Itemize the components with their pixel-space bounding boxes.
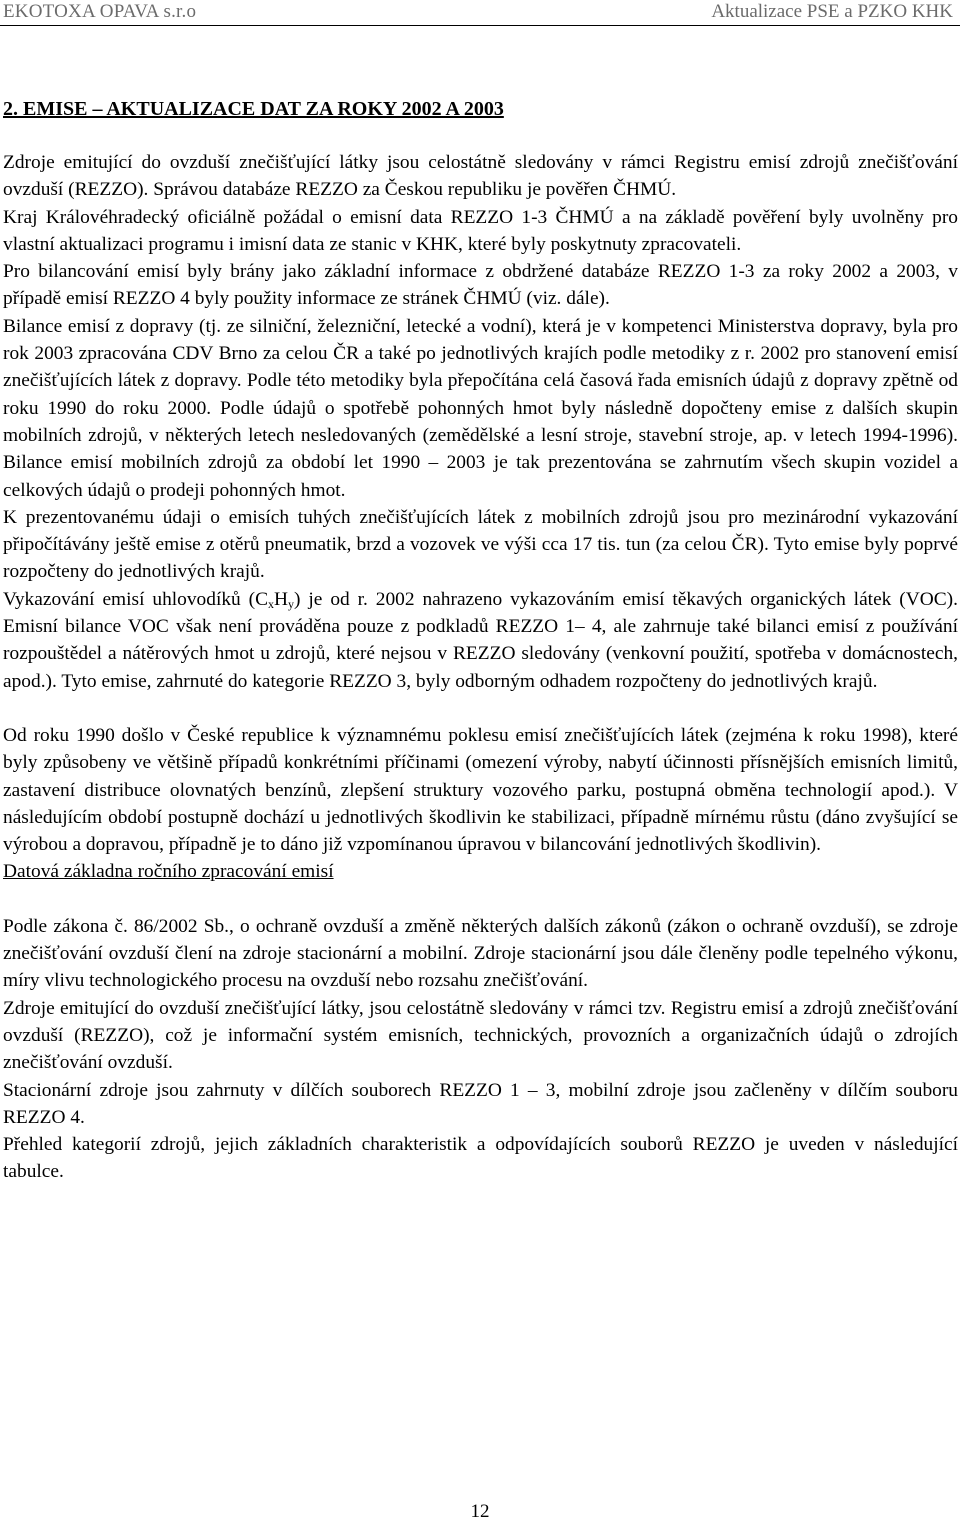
paragraph-rezzo-registry: Zdroje emitující do ovzduší znečišťující látky, jsou celostátně sledovány v rámci tzv. Registru emisí a zdrojů znečišťování ovzduší (REZZO), což je informační systém emisních, technických, provozních a organizačních údajů o zdrojích znečišťování ovzduší.: [3, 997, 958, 1074]
paragraph-transport-emissions: Bilance emisí z dopravy (tj. ze silniční, železniční, letecké a vodní), která je v kompetenci Ministerstva dopravy, byla pro rok 2003 zpracována CDV Brno za celou ČR a také po jednotlivých krajích podle metodiky z r. 2002 pro stanovení emisí znečišťujících látek z dopravy. Podle této metodiky byla přepočítána celá časová řada emisních údajů z dopravy zpětně od roku 1990 do roku 2000. Podle údajů o spotřebě pohonných hmot byly následně dopočteny emise z dalších skupin mobilních zdrojů, v některých letech nesledovaných (zemědělské a lesní stroje, stavební stroje, ap. v letech 1994-1996). Bilance emisí mobilních zdrojů za období let 1990 – 2003 je tak prezentována se zahrnutím všech skupin vozidel a celkových údajů o prodeji pohonných hmot.: [3, 315, 958, 501]
paragraph-table-overview: Přehled kategorií zdrojů, jejich základních charakteristik a odpovídajících souborů REZZO je uveden v následující tabulce.: [3, 1134, 958, 1183]
page-header: [0, 0, 960, 26]
paragraph-voc: [3, 586, 958, 695]
company-name: EKOTOXA OPAVA s.r.o: [3, 1, 197, 22]
paragraph-emission-decline: Od roku 1990 došlo v České republice k významnému poklesu emisí znečišťujících látek (zejména k roku 1998), které byly způsobeny ve většině případů konkrétními příčinami (omezení výroby, nabytí účinnosti přísnějších emisních limitů, zastavení distribuce olovnatých benzínů, zlepšení struktury vozového parku, postupná obměna technologií apod.). V následujícím období postupně dochází u jednotlivých škodlivin ke stabilizaci, případně mírnému růstu (dáno zvyšující se výrobou a dopravou, případně je to dáno již vzpomínanou úpravou v bilancování jednotlivých škodlivin).: [3, 724, 958, 856]
document-title: Aktualizace PSE a PZKO KHK: [711, 1, 953, 22]
subheading-data-basis: Datová základna ročního zpracování emisí: [3, 861, 334, 883]
page-number: 12: [470, 1501, 490, 1522]
subscript-y: y: [288, 596, 295, 611]
voc-text-h: H: [274, 588, 289, 610]
paragraph-balancing: Pro bilancování emisí byly brány jako základní informace z obdržené databáze REZZO 1-3 za roky 2002 a 2003, v případě emisí REZZO 4 byly použity informace ze stránek ČHMÚ (viz. dále).: [3, 261, 958, 310]
paragraph-particulate-emissions: K prezentovanému údaji o emisích tuhých znečišťujících látek z mobilních zdrojů jsou pro mezinárodní vykazování připočítávány ještě emise z otěrů pneumatik, brzd a vozovek ve výši cca 17 tis. tun (za celou ČR). Tyto emise byly poprvé rozpočteny do jednotlivých krajů.: [3, 506, 958, 583]
section-title: 2. EMISE – AKTUALIZACE DAT ZA ROKY 2002 A 2003: [3, 98, 504, 120]
voc-text-before: Vykazování emisí uhlovodíků (C: [3, 588, 269, 610]
paragraph-stationary-mobile: Stacionární zdroje jsou zahrnuty v dílčích souborech REZZO 1 – 3, mobilní zdroje jsou začleněny v dílčím souboru REZZO 4.: [3, 1079, 958, 1128]
paragraph-law: Podle zákona č. 86/2002 Sb., o ochraně ovzduší a změně některých dalších zákonů (zákon o ochraně ovzduší), se zdroje znečišťování ovzduší člení na zdroje stacionární a mobilní. Zdroje stacionární jsou dále členěny podle tepelného výkonu, míry vlivu technologického procesu na ovzduší nebo rozsahu znečišťování.: [3, 915, 958, 992]
paragraph-khk-request: Kraj Královéhradecký oficiálně požádal o emisní data REZZO 1-3 ČHMÚ a na základě pověření byly uvolněny pro vlastní aktualizaci programu i imisní data ze stanic v KHK, které byly poskytnuty zpracovateli.: [3, 206, 958, 255]
voc-text-after: ) je od r. 2002 nahrazeno vykazováním emisí těkavých organických látek (VOC). Emisní bilance VOC však není prováděna pouze z podkladů REZZO 1– 4, ale zahrnuje také bilanci emisí z používání rozpouštědel a nátěrových hmot u zdrojů, které nejsou v REZZO sledovány (venkovní použití, spotřeba v domácnostech, apod.). Tyto emise, zahrnuté do kategorie REZZO 3, byly odborným odhadem rozpočteny do jednotlivých krajů.: [3, 588, 958, 692]
document-body: [3, 96, 958, 1186]
subscript-x: x: [268, 596, 275, 611]
paragraph-rezzo-intro: Zdroje emitující do ovzduší znečišťující látky jsou celostátně sledovány v rámci Registru emisí zdrojů znečišťování ovzduší (REZZO). Správou databáze REZZO za Českou republiku je pověřen ČHMÚ.: [3, 152, 958, 201]
